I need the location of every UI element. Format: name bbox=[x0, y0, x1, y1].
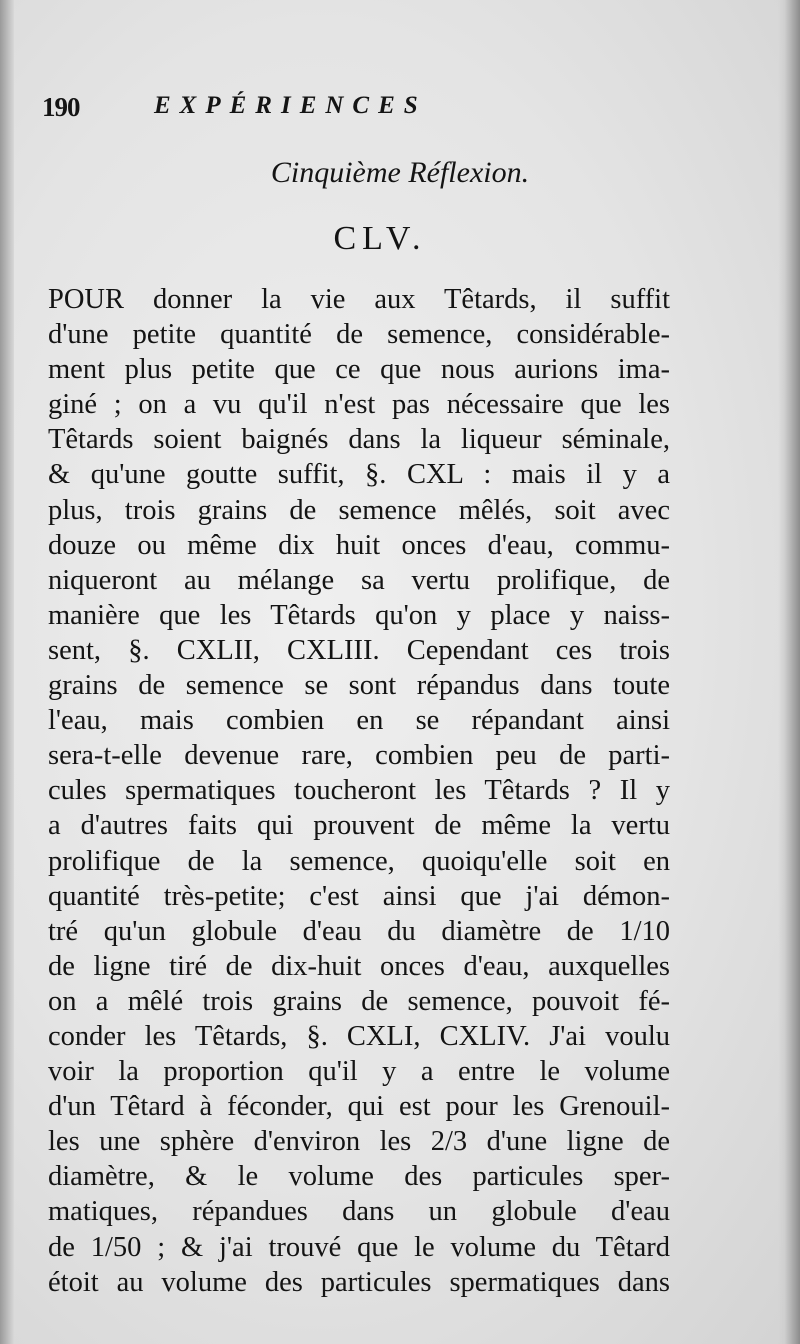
text-line: plus, trois grains de semence mêlés, soit avec bbox=[48, 494, 670, 526]
text-line: manière que les Têtards qu'on y place y naiss- bbox=[48, 599, 670, 631]
text-line: conder les Têtards, §. CXLI, CXLIV. J'ai voulu bbox=[48, 1020, 670, 1052]
reflection-subtitle: Cinquième Réflexion. bbox=[270, 156, 530, 189]
text-line: douze ou même dix huit onces d'eau, commu- bbox=[48, 529, 670, 561]
text-line: Têtards soient baignés dans la liqueur séminale, bbox=[48, 424, 670, 456]
text-line: grains de semence se sont répandus dans toute bbox=[48, 670, 670, 702]
running-head-title: EXPÉRIENCES bbox=[154, 92, 427, 119]
text-line: matiques, répandues dans un globule d'eau bbox=[48, 1196, 670, 1228]
text-line: quantité très-petite; c'est ainsi que j'ai démon- bbox=[48, 880, 670, 912]
text-line: d'un Têtard à féconder, qui est pour les Grenouil- bbox=[48, 1091, 670, 1123]
text-line: ment plus petite que ce que nous aurions ima- bbox=[48, 354, 670, 386]
text-line: de ligne tiré de dix-huit onces d'eau, auxquelles bbox=[48, 950, 670, 982]
text-line: sera-t-elle devenue rare, combien peu de parti- bbox=[48, 740, 670, 772]
text-line: on a mêlé trois grains de semence, pouvoit fé- bbox=[48, 985, 670, 1017]
text-line: & qu'une goutte suffit, §. CXL : mais il y a bbox=[48, 459, 670, 491]
text-line: POUR donner la vie aux Têtards, il suffit bbox=[48, 284, 670, 315]
section-number: CLV. bbox=[333, 220, 427, 257]
text-line: niqueront au mélange sa vertu prolifique, de bbox=[48, 564, 670, 596]
text-line: prolifique de la semence, quoiqu'elle soit en bbox=[48, 845, 670, 877]
page-gutter-shadow bbox=[0, 0, 14, 1344]
text-line: cules spermatiques toucheront les Têtards ? Il y bbox=[48, 775, 670, 807]
text-line: les une sphère d'environ les 2/3 d'une ligne de bbox=[48, 1126, 670, 1158]
body-text bbox=[48, 282, 670, 1300]
text-line: a d'autres faits qui prouvent de même la vertu bbox=[48, 810, 670, 842]
page-number: 190 bbox=[42, 92, 80, 122]
page-edge-shadow bbox=[778, 0, 800, 1344]
text-line: diamètre, & le volume des particules sper- bbox=[48, 1161, 670, 1193]
text-line: étoit au volume des particules spermatiques dans bbox=[48, 1266, 670, 1298]
text-line: d'une petite quantité de semence, considérable- bbox=[48, 319, 670, 351]
text-line: de 1/50 ; & j'ai trouvé que le volume du Têtard bbox=[48, 1231, 670, 1263]
text-line: tré qu'un globule d'eau du diamètre de 1/10 bbox=[48, 915, 670, 947]
text-line: giné ; on a vu qu'il n'est pas nécessaire que les bbox=[48, 389, 670, 421]
text-line: l'eau, mais combien en se répandant ainsi bbox=[48, 705, 670, 737]
text-line: sent, §. CXLII, CXLIII. Cependant ces trois bbox=[48, 634, 670, 666]
running-head bbox=[42, 88, 682, 128]
text-line: voir la proportion qu'il y a entre le volume bbox=[48, 1056, 670, 1088]
